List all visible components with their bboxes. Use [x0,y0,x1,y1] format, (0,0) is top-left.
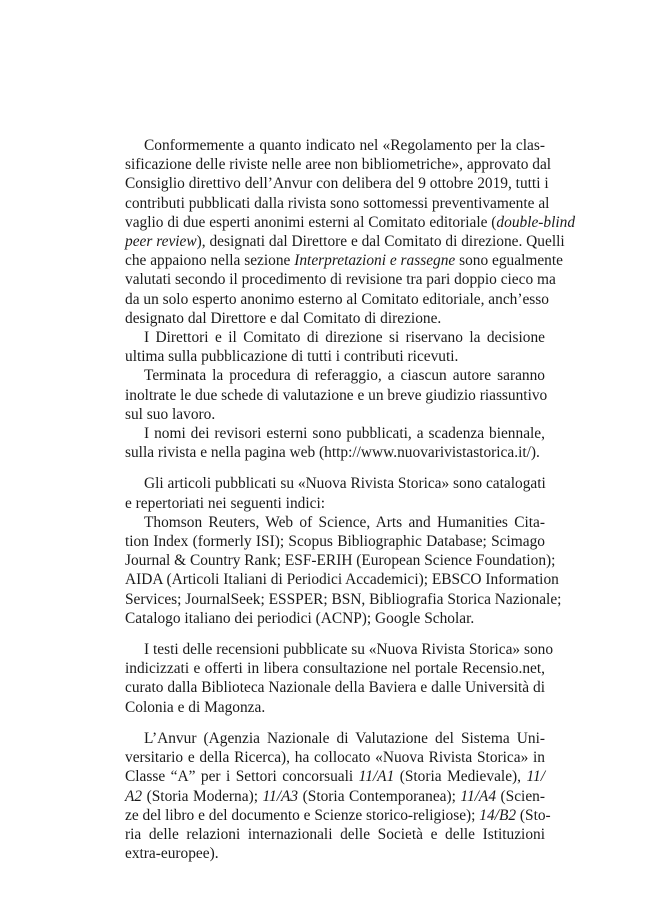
page-body [125,136,576,863]
text-line: A2 (Storia Moderna); 11/A3 (Storia Contemporanea); 11/A4 (Scien- [125,787,545,805]
text-line: indicizzati e offerti in libera consultazione nel portale Recensio.net, [125,660,545,678]
text-line: versitario e della Ricerca), ha collocato «Nuova Rivista Storica» in [125,749,545,767]
text-line: tion Index (formerly ISI); Scopus Bibliographic Database; Scimago [125,533,545,551]
text-line: L’Anvur (Agenzia Nazionale di Valutazione del Sistema Uni- [144,729,545,747]
text-line: extra-europee). [125,845,219,863]
text-line: sificazione delle riviste nelle aree non bibliometriche», approvato dal [125,156,552,174]
italic-sector-code: 11/A1 [358,768,395,786]
text-line: Services; JournalSeek; ESSPER; BSN, Bibliografia Storica Nazionale; [125,590,562,608]
text-line: sulla rivista e nella pagina web (http://www.nuovarivistastorica.it/). [125,444,540,462]
italic-sector-code: 14/B2 [479,806,517,824]
text-line: AIDA (Articoli Italiani di Periodici Accademici); EBSCO Information [125,571,559,589]
text-line: peer review), designati dal Direttore e dal Comitato di direzione. Quelli [125,233,565,251]
text-line: ultima sulla pubblicazione di tutti i contributi ricevuti. [125,348,459,366]
text-line: designato dal Direttore e dal Comitato di direzione. [125,309,442,327]
text-line: sul suo lavoro. [125,405,216,423]
text-line: Terminata la procedura di referaggio, a ciascun autore saranno [144,367,545,385]
paragraph-recensio [125,640,554,717]
italic-sector-code: 11/A4 [460,787,497,805]
paragraph-gap [125,717,545,729]
text-line: Conformemente a quanto indicato nel «Regolamento per la clas- [144,137,545,154]
text-line: e repertoriati nei seguenti indici: [125,494,326,512]
paragraph-gap [125,462,545,474]
italic-sector-code: 11/ [526,768,545,786]
text-line: da un solo esperto anonimo esterno al Comitato editoriale, anch’esso [125,290,549,308]
italic-sector-code: 11/A3 [262,787,299,805]
text-line: Gli articoli pubblicati su «Nuova Rivista Storica» sono catalogati [144,475,546,493]
paragraph-indexing-intro [125,474,545,512]
text-line: Thomson Reuters, Web of Science, Arts and Humanities Cita- [144,513,545,531]
text-line: Catalogo italiano dei periodici (ACNP); Google Scholar. [125,609,475,627]
text-line: ze del libro e del documento e Scienze storico-religiose); 14/B2 (Sto- [125,806,551,824]
text-line: Colonia e di Magonza. [125,698,266,716]
paragraph-gap [125,628,545,640]
paragraph-reviewers [125,424,545,462]
text-line: che appaiono nella sezione Interpretazioni e rassegne sono egualmente [125,252,563,270]
italic-term: peer review [125,233,197,251]
text-line: I testi delle recensioni pubblicate su «Nuova Rivista Storica» sono [144,641,554,659]
text-line: Journal & Country Rank; ESF-ERIH (European Science Foundation); [125,552,556,570]
text-line: contributi pubblicati dalla rivista sono sottomessi preventivamente al [125,194,550,212]
text-line: vaglio di due esperti anonimi esterni al Comitato editoriale (double-blind [125,213,576,231]
paragraph-anvur [125,729,551,863]
paragraph-direction [125,328,545,366]
text-line: inoltrate le due schede di valutazione e un breve giudizio riassuntivo [125,386,548,404]
text-line: I Direttori e il Comitato di direzione si riservano la decisione [144,329,545,347]
text-line: ria delle relazioni internazionali delle Società e delle Istituzioni [125,825,545,843]
italic-term: double-blind [496,213,576,231]
paragraph-referee [125,366,548,424]
italic-sector-code: A2 [125,787,143,805]
italic-section-name: Interpretazioni e rassegne [294,252,456,270]
paragraph-peer-review [125,136,576,328]
paragraph-indexes-list [125,513,562,628]
text-line: I nomi dei revisori esterni sono pubblicati, a scadenza biennale, [144,425,545,443]
text-line: valutati secondo il procedimento di revisione tra pari doppio cieco ma [125,271,556,289]
text-line: Classe “A” per i Settori concorsuali 11/A1 (Storia Medievale), 11/ [125,768,545,786]
text-line: Consiglio direttivo dell’Anvur con delibera del 9 ottobre 2019, tutti i [125,175,549,193]
text-line: curato dalla Biblioteca Nazionale della Baviera e dalle Università di [125,679,545,697]
